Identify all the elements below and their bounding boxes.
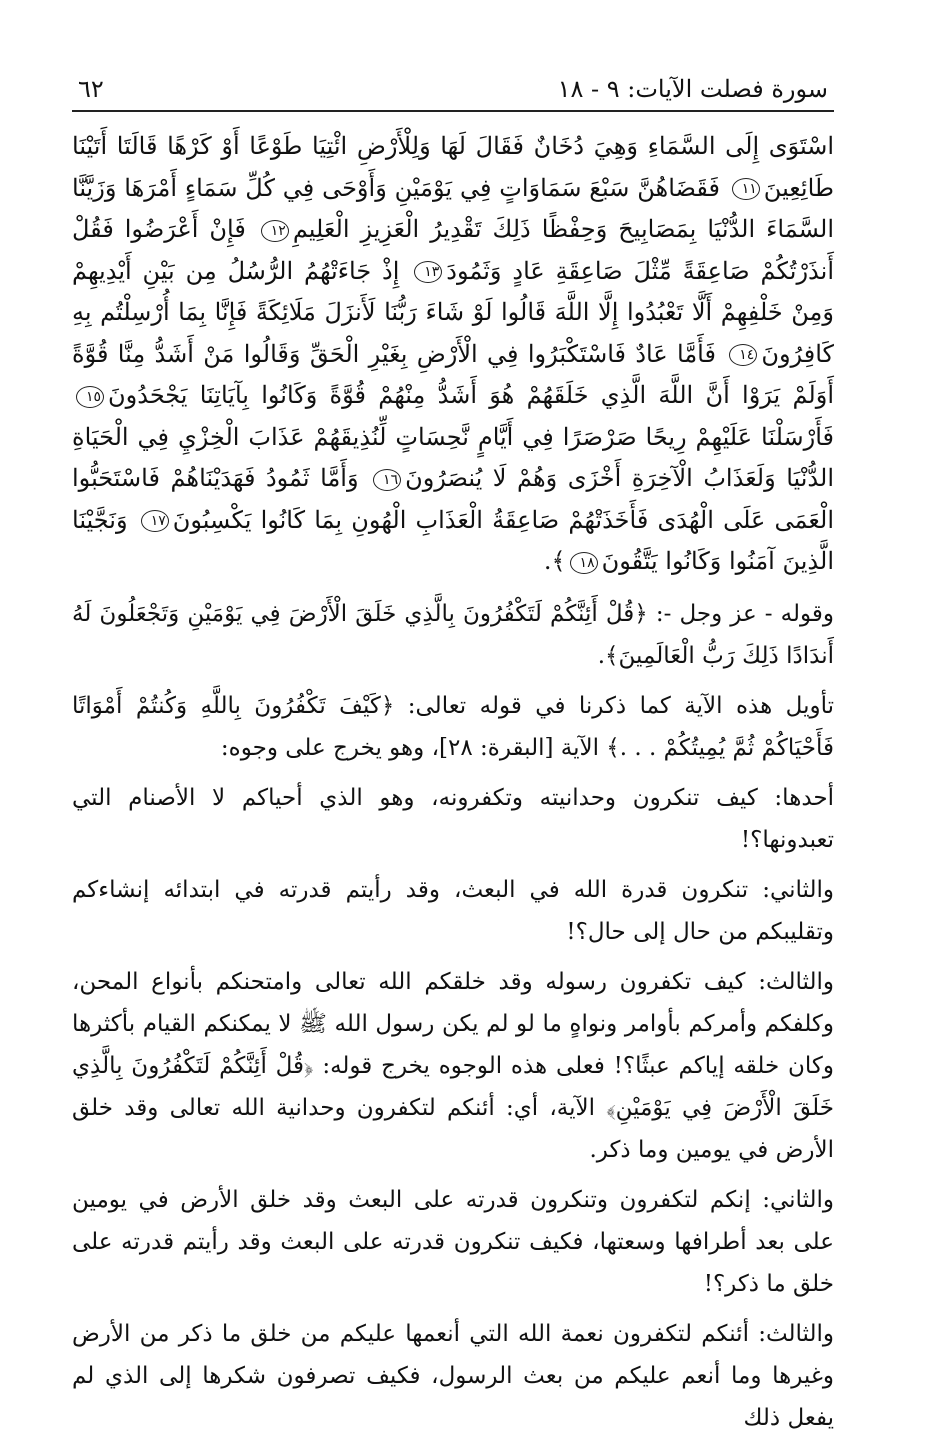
quran-segment: فَقَضَاهُنَّ سَبْعَ سَمَاوَاتٍ فِي يَوْمَيْنِ وَأَوْحَى فِي كُلِّ سَمَاءٍ أَمْرَهَا وَزَيَّنَّا السَّمَاءَ الدُّنْيَا بِمَصَابِيحَ وَحِفْظًا ذَلِكَ تَقْدِيرُ الْعَزِيزِ الْعَلِيمِ: [72, 173, 834, 243]
commentary-paragraph: أحدها: كيف تنكرون وحدانيته وتكفرونه، وهو الذي أحياكم لا الأصنام التي تعبدونها؟!: [72, 784, 834, 853]
verse-number-marker: ١٨: [570, 552, 598, 574]
quran-segment: فَإِنْ أَعْرَضُوا فَقُلْ أَنذَرْتُكُمْ صَاعِقَةً مِّثْلَ صَاعِقَةِ عَادٍ وَثَمُودَ: [72, 215, 834, 285]
quran-segment: وَنَجَّيْنَا الَّذِينَ آمَنُوا وَكَانُوا يَتَّقُونَ: [72, 505, 834, 575]
surah-title: سورة فصلت الآيات: ٩ - ١٨: [557, 75, 828, 103]
commentary-paragraph: والثالث: كيف تكفرون رسوله وقد خلقكم الله تعالى وامتحنكم بأنواع المحن، وكلفكم وأمركم بأوامر ونواهٍ ما لو لم يكن رسول الله ﷺ لا يمكنكم القيام بأكثرها وكان خلقه إياكم عبثًا؟! فعلى هذه الوجوه يخرج قوله: ﴿قُلْ أَئِنَّكُمْ لَتَكْفُرُونَ بِالَّذِي خَلَقَ الْأَرْضَ فِي يَوْمَيْنِ﴾ الآية، أي: أئنكم لتكفرون وحدانية الله تعالى وقد خلق الأرض في يومين وما ذكر.: [72, 968, 834, 1163]
verse-number-marker: ١٧: [141, 510, 169, 532]
verse-number-marker: ١٥: [76, 386, 104, 408]
quran-segment: فَأَمَّا عَادٌ فَاسْتَكْبَرُوا فِي الْأَرْضِ بِغَيْرِ الْحَقِّ وَقَالُوا مَنْ أَشَدُّ مِنَّا قُوَّةً أَوَلَمْ يَرَوْا أَنَّ اللَّهَ الَّذِي خَلَقَهُمْ هُوَ أَشَدُّ مِنْهُمْ قُوَّةً وَكَانُوا بِآيَاتِنَا يَجْحَدُونَ: [72, 339, 834, 409]
verse-number-marker: ١١: [732, 178, 760, 200]
verse-number-marker: ١٣: [414, 261, 442, 283]
verse-number-marker: ١٤: [729, 344, 757, 366]
commentary-paragraph: والثاني: إنكم لتكفرون وتنكرون قدرته على البعث وقد خلق الأرض في يومين على بعد أطرافها وسعتها، فكيف تنكرون قدرته على البعث وقد رأيتم قدرته على خلق ما ذكر؟!: [72, 1186, 834, 1297]
commentary-paragraph: والثاني: تنكرون قدرة الله في البعث، وقد رأيتم قدرته في ابتدائه إنشاءكم وتقليبكم من حال إلى حال؟!: [72, 876, 834, 945]
quran-segment: فَأَرْسَلْنَا عَلَيْهِمْ رِيحًا صَرْصَرًا فِي أَيَّامٍ نَّحِسَاتٍ لِّنُذِيقَهُمْ عَذَابَ الْخِزْيِ فِي الْحَيَاةِ الدُّنْيَا وَلَعَذَابُ الْآخِرَةِ أَخْزَى وَهُمْ لَا يُنصَرُونَ: [72, 422, 834, 492]
quran-segment: إِذْ جَاءَتْهُمُ الرُّسُلُ مِن بَيْنِ أَيْدِيهِمْ وَمِنْ خَلْفِهِمْ أَلَّا تَعْبُدُوا إِلَّا اللَّهَ قَالُوا لَوْ شَاءَ رَبُّنَا لَأَنزَلَ مَلَائِكَةً فَإِنَّا بِمَا أُرْسِلْتُم بِهِ كَافِرُونَ: [72, 256, 834, 368]
page-number: ٦٢: [78, 75, 104, 103]
verse-number-marker: ١٦: [373, 469, 401, 491]
verse-number-marker: ١٢: [261, 220, 289, 242]
quran-closing-mark: ﴾.: [543, 547, 566, 575]
quran-segment: وَأَمَّا ثَمُودُ فَهَدَيْنَاهُمْ فَاسْتَحَبُّوا الْعَمَى عَلَى الْهُدَى فَأَخَذَتْهُمْ صَاعِقَةُ الْعَذَابِ الْهُونِ بِمَا كَانُوا يَكْسِبُونَ: [72, 464, 834, 534]
commentary-paragraph: والثالث: أئنكم لتكفرون نعمة الله التي أنعمها عليكم من خلق ما ذكر من الأرض وغيرها وما أنعم عليكم من بعث الرسول، فكيف تصرفون شكرها إلى الذي لم يفعل ذلك: [72, 1320, 834, 1431]
page-header: [72, 66, 834, 110]
header-rule: [72, 110, 834, 112]
commentary-paragraph: تأويل هذه الآية كما ذكرنا في قوله تعالى: ﴿كَيْفَ تَكْفُرُونَ بِاللَّهِ وَكُنتُمْ أَمْوَاتًا فَأَحْيَاكُمْ ثُمَّ يُمِيتُكُمْ . . .﴾ الآية [البقرة: ٢٨]، وهو يخرج على وجوه:: [72, 692, 834, 761]
quran-segment: اسْتَوَى إِلَى السَّمَاءِ وَهِيَ دُخَانٌ فَقَالَ لَهَا وَلِلْأَرْضِ ائْتِيَا طَوْعًا أَوْ كَرْهًا قَالَتَا أَتَيْنَا طَائِعِينَ: [72, 132, 834, 202]
quran-block: [72, 126, 834, 583]
commentary-paragraph: وقوله - عز وجل -: ﴿قُلْ أَئِنَّكُمْ لَتَكْفُرُونَ بِالَّذِي خَلَقَ الْأَرْضَ فِي يَوْمَيْنِ وَتَجْعَلُونَ لَهُ أَندَادًا ذَلِكَ رَبُّ الْعَالَمِينَ﴾.: [72, 600, 834, 669]
